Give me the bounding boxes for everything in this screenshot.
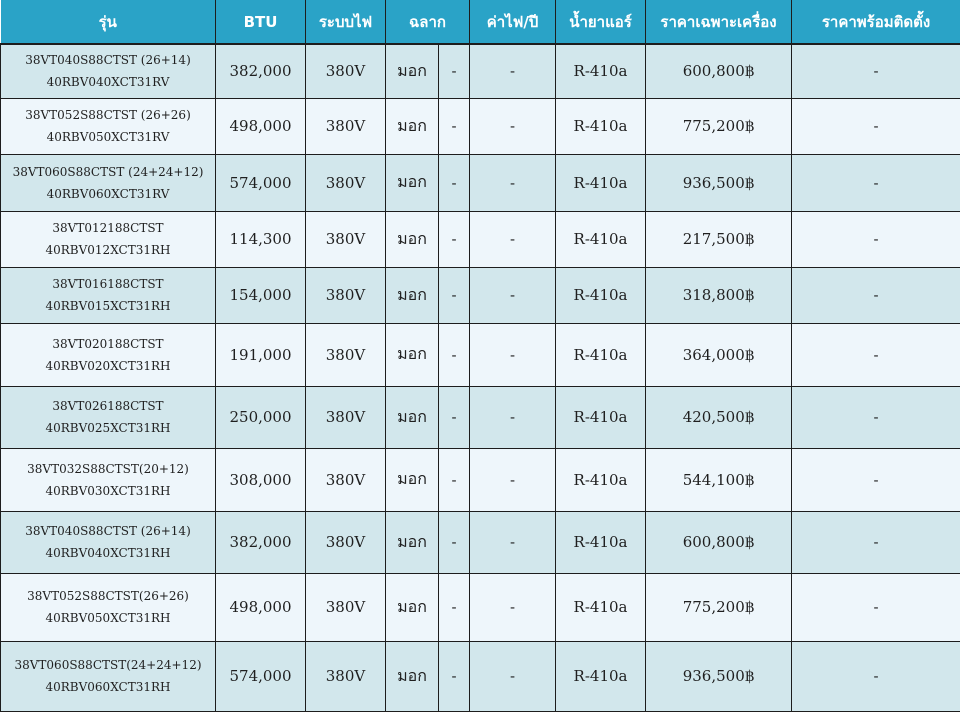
- label-cell: มอก: [386, 511, 439, 573]
- indoor-model: 40RBV060XCT31RV: [46, 186, 170, 201]
- model-cell: [1, 154, 216, 211]
- label-grade-cell: -: [439, 573, 470, 641]
- refrigerant-cell: R-410a: [556, 323, 646, 386]
- label-cell: มอก: [386, 44, 439, 98]
- annual-cost-cell: -: [470, 386, 556, 448]
- power-cell: 380V: [306, 44, 386, 98]
- header-model: รุ่น: [1, 0, 216, 44]
- label-grade-cell: -: [439, 211, 470, 267]
- label-grade-cell: -: [439, 44, 470, 98]
- power-cell: 380V: [306, 641, 386, 711]
- annual-cost-cell: -: [470, 323, 556, 386]
- btu-cell: 498,000: [216, 573, 306, 641]
- power-cell: 380V: [306, 386, 386, 448]
- indoor-model: 40RBV025XCT31RH: [45, 421, 171, 435]
- installed-price-cell: -: [792, 386, 960, 448]
- outdoor-model: 38VT012188CTST: [52, 221, 164, 235]
- model-cell: [1, 98, 216, 154]
- outdoor-model: 38VT016188CTST: [52, 277, 164, 291]
- btu-cell: 250,000: [216, 386, 306, 448]
- outdoor-model: 38VT052S88CTST(26+26): [27, 589, 189, 603]
- label-grade-cell: -: [439, 323, 470, 386]
- annual-cost-cell: -: [470, 154, 556, 211]
- power-cell: 380V: [306, 573, 386, 641]
- outdoor-model: 38VT026188CTST: [52, 399, 164, 413]
- table-row: [1, 98, 960, 154]
- header-row: [1, 0, 960, 44]
- label-cell: มอก: [386, 323, 439, 386]
- model-cell: [1, 323, 216, 386]
- indoor-model: 40RBV060XCT31RH: [45, 680, 171, 694]
- outdoor-model: 38VT040S88CTST (26+14): [25, 53, 191, 68]
- table-row: [1, 323, 960, 386]
- model-cell: [1, 573, 216, 641]
- model-cell: [1, 211, 216, 267]
- unit-price-cell: 936,500฿: [646, 641, 792, 711]
- table-row: [1, 44, 960, 98]
- installed-price-cell: -: [792, 44, 960, 98]
- unit-price-cell: 544,100฿: [646, 448, 792, 511]
- annual-cost-cell: -: [470, 511, 556, 573]
- indoor-model: 40RBV030XCT31RH: [45, 483, 171, 498]
- label-grade-cell: -: [439, 386, 470, 448]
- header-label: ฉลาก: [386, 0, 470, 44]
- installed-price-cell: -: [792, 211, 960, 267]
- annual-cost-cell: -: [470, 211, 556, 267]
- installed-price-cell: -: [792, 267, 960, 323]
- label-cell: มอก: [386, 448, 439, 511]
- unit-price-cell: 217,500฿: [646, 211, 792, 267]
- unit-price-cell: 420,500฿: [646, 386, 792, 448]
- installed-price-cell: -: [792, 448, 960, 511]
- indoor-model: 40RBV050XCT31RH: [45, 611, 171, 625]
- power-cell: 380V: [306, 98, 386, 154]
- table-row: [1, 511, 960, 573]
- label-grade-cell: -: [439, 641, 470, 711]
- table-row: [1, 641, 960, 711]
- power-cell: 380V: [306, 154, 386, 211]
- label-grade-cell: -: [439, 267, 470, 323]
- table-row: [1, 211, 960, 267]
- label-cell: มอก: [386, 267, 439, 323]
- indoor-model: 40RBV040XCT31RH: [45, 546, 171, 560]
- btu-cell: 114,300: [216, 211, 306, 267]
- installed-price-cell: -: [792, 323, 960, 386]
- header-refrigerant: น้ำยาแอร์: [556, 0, 646, 44]
- label-cell: มอก: [386, 641, 439, 711]
- model-cell: [1, 267, 216, 323]
- model-cell: [1, 641, 216, 711]
- unit-price-cell: 936,500฿: [646, 154, 792, 211]
- annual-cost-cell: -: [470, 267, 556, 323]
- outdoor-model: 38VT060S88CTST (24+24+12): [12, 164, 204, 179]
- btu-cell: 574,000: [216, 154, 306, 211]
- btu-cell: 308,000: [216, 448, 306, 511]
- installed-price-cell: -: [792, 98, 960, 154]
- model-cell: [1, 44, 216, 98]
- header-annual-cost: ค่าไฟ/ปี: [470, 0, 556, 44]
- model-cell: [1, 511, 216, 573]
- annual-cost-cell: -: [470, 573, 556, 641]
- header-btu: BTU: [216, 0, 306, 44]
- btu-cell: 191,000: [216, 323, 306, 386]
- installed-price-cell: -: [792, 573, 960, 641]
- refrigerant-cell: R-410a: [556, 448, 646, 511]
- table-row: [1, 154, 960, 211]
- refrigerant-cell: R-410a: [556, 641, 646, 711]
- refrigerant-cell: R-410a: [556, 44, 646, 98]
- installed-price-cell: -: [792, 641, 960, 711]
- annual-cost-cell: -: [470, 44, 556, 98]
- refrigerant-cell: R-410a: [556, 267, 646, 323]
- btu-cell: 382,000: [216, 44, 306, 98]
- power-cell: 380V: [306, 211, 386, 267]
- refrigerant-cell: R-410a: [556, 573, 646, 641]
- power-cell: 380V: [306, 511, 386, 573]
- label-cell: มอก: [386, 154, 439, 211]
- unit-price-cell: 775,200฿: [646, 98, 792, 154]
- unit-price-cell: 364,000฿: [646, 323, 792, 386]
- label-grade-cell: -: [439, 448, 470, 511]
- refrigerant-cell: R-410a: [556, 211, 646, 267]
- table-row: [1, 267, 960, 323]
- refrigerant-cell: R-410a: [556, 511, 646, 573]
- header-power: ระบบไฟ: [306, 0, 386, 44]
- unit-price-cell: 600,800฿: [646, 44, 792, 98]
- power-cell: 380V: [306, 267, 386, 323]
- btu-cell: 574,000: [216, 641, 306, 711]
- model-cell: [1, 386, 216, 448]
- header-installed-price: ราคาพร้อมติดตั้ง: [792, 0, 960, 44]
- indoor-model: 40RBV012XCT31RH: [45, 243, 171, 257]
- refrigerant-cell: R-410a: [556, 98, 646, 154]
- installed-price-cell: -: [792, 154, 960, 211]
- label-cell: มอก: [386, 98, 439, 154]
- installed-price-cell: -: [792, 511, 960, 573]
- outdoor-model: 38VT060S88CTST(24+24+12): [14, 658, 202, 672]
- unit-price-cell: 600,800฿: [646, 511, 792, 573]
- label-grade-cell: -: [439, 98, 470, 154]
- outdoor-model: 38VT032S88CTST(20+12): [27, 461, 189, 476]
- unit-price-cell: 775,200฿: [646, 573, 792, 641]
- btu-cell: 498,000: [216, 98, 306, 154]
- table-row: [1, 448, 960, 511]
- outdoor-model: 38VT020188CTST: [52, 336, 164, 351]
- label-cell: มอก: [386, 211, 439, 267]
- table-row: [1, 573, 960, 641]
- power-cell: 380V: [306, 448, 386, 511]
- btu-cell: 382,000: [216, 511, 306, 573]
- header-unit-price: ราคาเฉพาะเครื่อง: [646, 0, 792, 44]
- refrigerant-cell: R-410a: [556, 154, 646, 211]
- btu-cell: 154,000: [216, 267, 306, 323]
- label-cell: มอก: [386, 573, 439, 641]
- indoor-model: 40RBV015XCT31RH: [45, 299, 171, 313]
- annual-cost-cell: -: [470, 98, 556, 154]
- label-cell: มอก: [386, 386, 439, 448]
- unit-price-cell: 318,800฿: [646, 267, 792, 323]
- power-cell: 380V: [306, 323, 386, 386]
- label-grade-cell: -: [439, 511, 470, 573]
- model-cell: [1, 448, 216, 511]
- label-grade-cell: -: [439, 154, 470, 211]
- indoor-model: 40RBV050XCT31RV: [46, 130, 170, 144]
- refrigerant-cell: R-410a: [556, 386, 646, 448]
- table-row: [1, 386, 960, 448]
- outdoor-model: 38VT040S88CTST (26+14): [25, 524, 191, 538]
- annual-cost-cell: -: [470, 448, 556, 511]
- outdoor-model: 38VT052S88CTST (26+26): [25, 108, 191, 122]
- indoor-model: 40RBV020XCT31RH: [45, 358, 171, 373]
- annual-cost-cell: -: [470, 641, 556, 711]
- indoor-model: 40RBV040XCT31RV: [46, 75, 170, 90]
